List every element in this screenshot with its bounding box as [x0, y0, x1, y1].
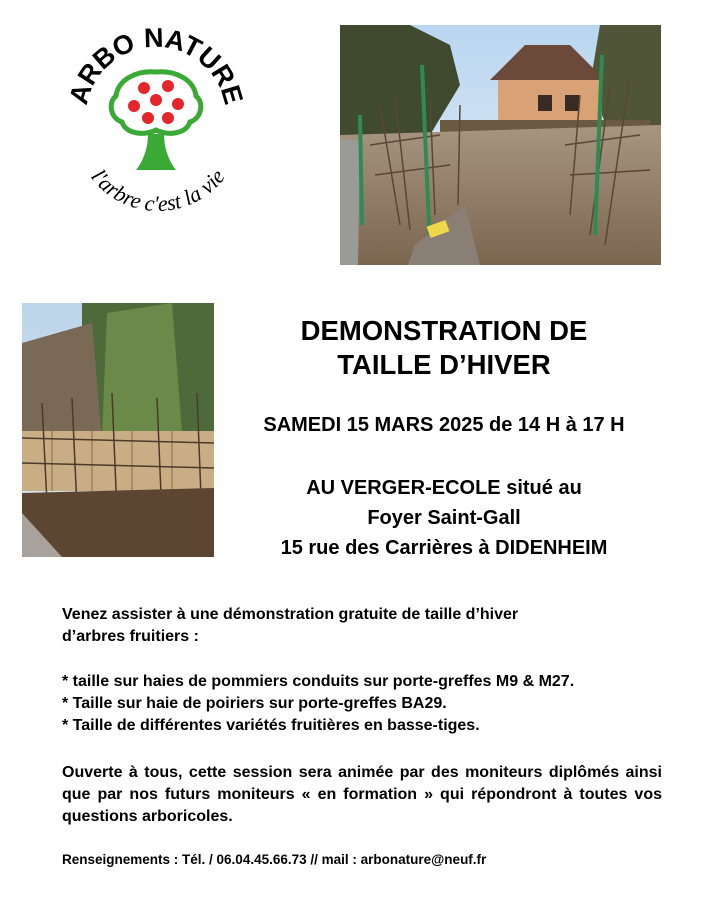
espalier-hedge-photo: [22, 303, 214, 557]
venue-line-1: AU VERGER-ECOLE situé au: [306, 477, 582, 499]
event-title: [222, 314, 666, 382]
logo-top-text: ARBO NATURE: [63, 22, 249, 108]
venue-line-3: 15 rue des Carrières à DIDENHEIM: [280, 537, 608, 559]
intro-line-2: d’arbres fruitiers :: [62, 628, 199, 645]
title-line-2: TAILLE D’HIVER: [337, 349, 551, 380]
venue-line-2: Foyer Saint-Gall: [367, 507, 521, 529]
list-item: * Taille de différentes variétés fruitières en basse-tiges.: [62, 717, 480, 734]
event-venue: [222, 473, 666, 563]
event-date: SAMEDI 15 MARS 2025 de 14 H à 17 H: [263, 414, 625, 436]
list-item: * Taille sur haie de poiriers sur porte-greffes BA29.: [62, 695, 447, 712]
orchard-with-stakes-photo: [340, 25, 661, 265]
intro-line-1: Venez assister à une démonstration gratuite de taille d’hiver: [62, 606, 519, 623]
title-line-1: DEMONSTRATION DE: [300, 315, 588, 346]
list-item: * taille sur haies de pommiers conduits sur porte-greffes M9 & M27.: [62, 673, 575, 690]
contact-info: Renseignements : Tél. / 06.04.45.66.73 // mail : arbonature@neuf.fr: [62, 852, 487, 867]
arbo-nature-logo: [56, 22, 256, 212]
closing-paragraph: Ouverte à tous, cette session sera animée par des moniteurs diplômés ainsi que par nos futurs moniteurs « en formation » qui répondront à toutes vos questions arboricoles.: [62, 764, 662, 825]
pruning-list: [62, 671, 662, 737]
logo-bottom-text: l'arbre c'est la vie: [86, 164, 230, 212]
apple-tree-icon: [111, 72, 201, 170]
intro-paragraph: [62, 604, 662, 648]
